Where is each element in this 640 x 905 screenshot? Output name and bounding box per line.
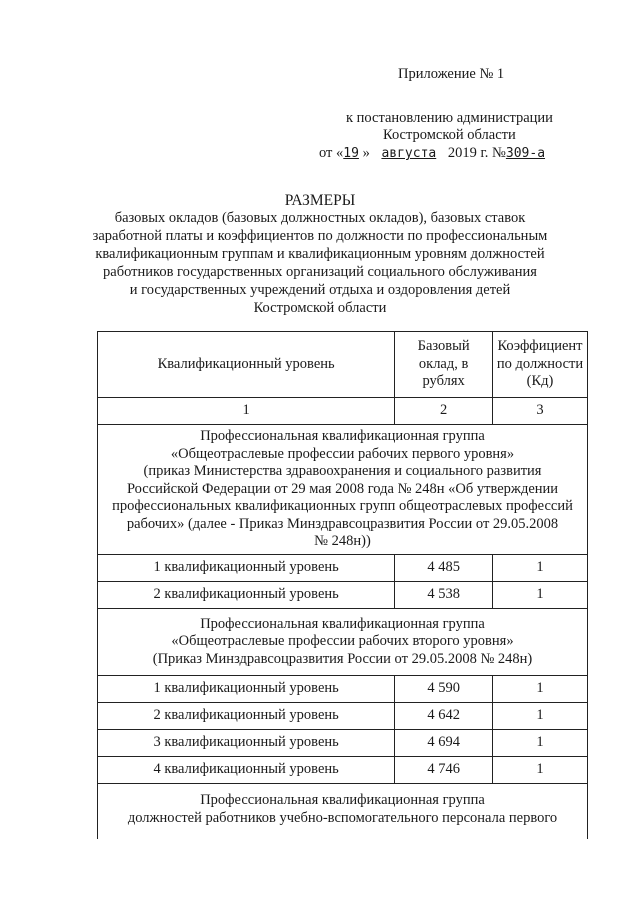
- table-row: [98, 582, 588, 609]
- header-coefficient-line: (Кд): [526, 373, 554, 390]
- group-2-heading: [98, 609, 588, 676]
- appendix-line-2: Костромской области: [383, 127, 516, 143]
- header-coefficient-line: по должности: [496, 355, 584, 372]
- column-number: 1: [98, 398, 395, 425]
- group-1-heading: [98, 425, 588, 555]
- heading-line-5: и государственных учреждений отдыха и оздоровления детей: [129, 282, 511, 298]
- group-heading-row: [98, 784, 588, 840]
- table-row: [98, 730, 588, 757]
- header-base-salary-line: оклад, в: [418, 355, 469, 372]
- group-line: должностей работников учебно-вспомогательного персонала первого: [127, 809, 558, 826]
- group-line: «Общеотраслевые профессии рабочих второго уровня»: [171, 633, 514, 650]
- coefficient-cell: 1: [493, 555, 588, 582]
- salary-table: [97, 331, 588, 839]
- coefficient-cell: 1: [493, 757, 588, 784]
- group-line: профессиональных квалификационных групп общеотраслевых профессий: [112, 498, 573, 515]
- coefficient-cell: 1: [493, 582, 588, 609]
- heading-line-2: заработной платы и коэффициентов по должности по профессиональным: [92, 228, 548, 244]
- group-3-heading: [98, 784, 588, 840]
- heading-line-4: работников государственных организаций социального обслуживания: [103, 264, 537, 280]
- salary-cell: 4 485: [395, 555, 493, 582]
- column-number-row: [98, 398, 588, 425]
- table-row: [98, 757, 588, 784]
- group-heading-row: [98, 609, 588, 676]
- date-prefix: от «: [319, 145, 344, 161]
- group-line: Профессиональная квалификационная группа: [200, 615, 485, 632]
- header-base-salary: [395, 332, 493, 398]
- table-row: [98, 703, 588, 730]
- header-coefficient-line: Коэффициент: [497, 338, 583, 355]
- group-line: Профессиональная квалификационная группа: [200, 792, 485, 808]
- group-line: (Приказ Минздравсоцразвития России от 29.05.2008 № 248н): [152, 650, 533, 667]
- table-row: [98, 676, 588, 703]
- qualification-level-cell: 3 квалификационный уровень: [98, 730, 395, 757]
- coefficient-cell: 1: [493, 730, 588, 757]
- date-mid: »: [362, 145, 370, 161]
- qualification-level-cell: 2 квалификационный уровень: [98, 703, 395, 730]
- heading-line-6: Костромской области: [253, 300, 387, 316]
- document-title: РАЗМЕРЫ: [284, 192, 356, 209]
- document-number: 309-а: [505, 146, 546, 161]
- coefficient-cell: 1: [493, 703, 588, 730]
- heading-line-3: квалификационным группам и квалификационным уровням должностей: [95, 246, 545, 262]
- salary-cell: 4 694: [395, 730, 493, 757]
- group-line: Российской Федерации от 29 мая 2008 года № 248н «Об утверждении: [126, 480, 559, 497]
- header-base-salary-line: рублях: [422, 373, 465, 390]
- coefficient-cell: 1: [493, 676, 588, 703]
- salary-cell: 4 538: [395, 582, 493, 609]
- group-line: Профессиональная квалификационная группа: [200, 428, 485, 445]
- date-day: 19: [343, 146, 359, 161]
- column-number: 3: [493, 398, 588, 425]
- group-heading-row: [98, 425, 588, 555]
- table-header-row: [98, 332, 588, 398]
- qualification-level-cell: 2 квалификационный уровень: [98, 582, 395, 609]
- group-line: № 248н)): [314, 533, 371, 550]
- column-number: 2: [395, 398, 493, 425]
- appendix-title: Приложение № 1: [398, 66, 505, 82]
- table-row: [98, 555, 588, 582]
- header-qualification-level: Квалификационный уровень: [98, 332, 395, 398]
- date-month: августа: [381, 146, 437, 161]
- qualification-level-cell: 4 квалификационный уровень: [98, 757, 395, 784]
- group-line: «Общеотраслевые профессии рабочих первого уровня»: [170, 445, 515, 462]
- header-coefficient: [493, 332, 588, 398]
- appendix-line-1: к постановлению администрации: [346, 110, 553, 126]
- group-line: рабочих» (далее - Приказ Минздравсоцразвития России от 29.05.2008: [126, 515, 559, 532]
- salary-cell: 4 746: [395, 757, 493, 784]
- qualification-level-cell: 1 квалификационный уровень: [98, 555, 395, 582]
- salary-cell: 4 642: [395, 703, 493, 730]
- heading-line-1: базовых окладов (базовых должностных окладов), базовых ставок: [114, 210, 526, 226]
- appendix-date: [319, 145, 545, 162]
- header-base-salary-line: Базовый: [417, 338, 470, 355]
- date-year: 2019 г. №: [447, 145, 506, 161]
- qualification-level-cell: 1 квалификационный уровень: [98, 676, 395, 703]
- salary-cell: 4 590: [395, 676, 493, 703]
- group-line: (приказ Министерства здравоохранения и социального развития: [143, 463, 542, 480]
